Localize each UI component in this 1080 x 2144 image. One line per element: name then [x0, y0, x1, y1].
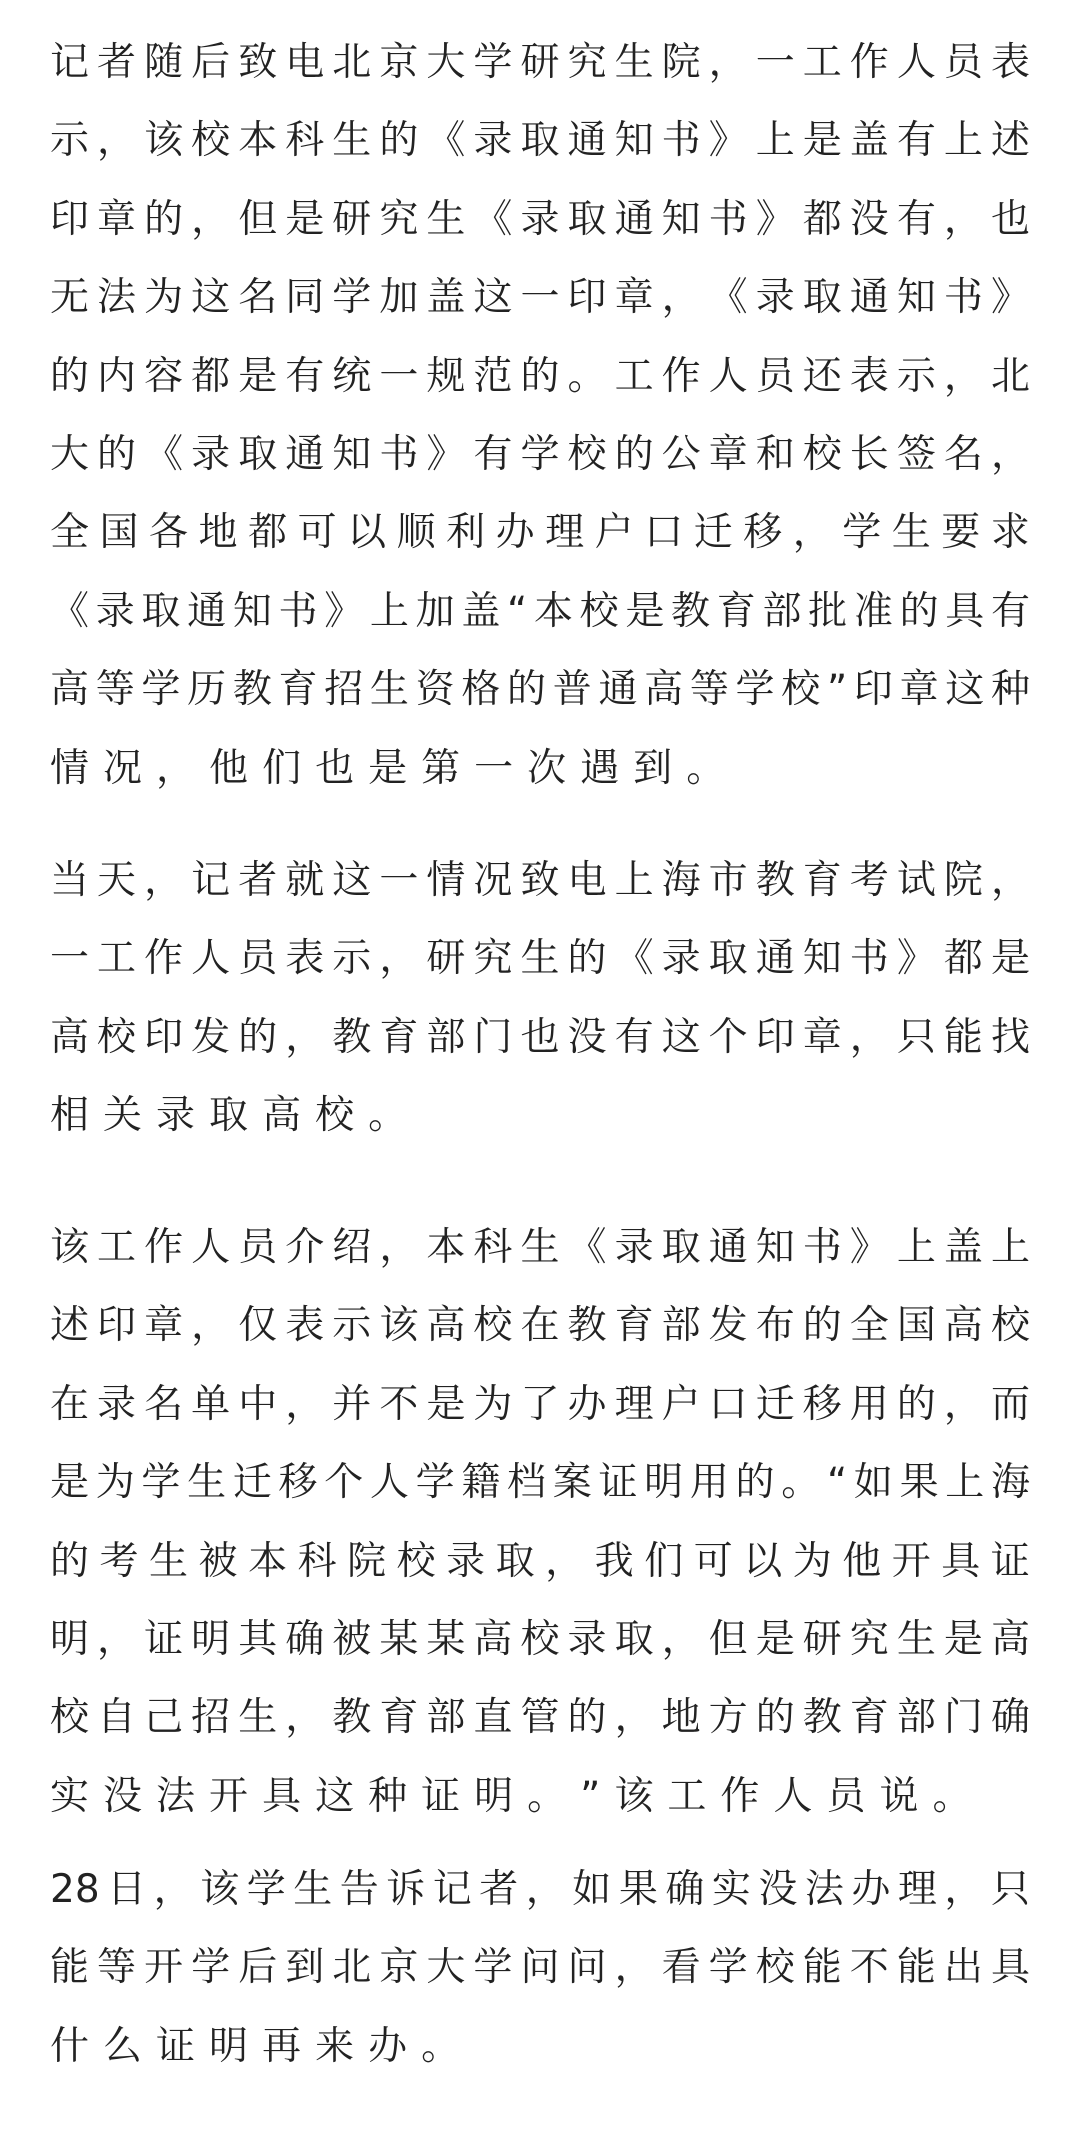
text-line: 无 法 为 这 名 同 学 加 盖 这 一 印 章 ， 《 录 取 通 知 书 》	[50, 275, 1030, 321]
text-line: 述 印 章 ， 仅 表 示 该 高 校 在 教 育 部 发 布 的 全 国 高 校	[50, 1303, 1030, 1349]
paragraph-3	[50, 1209, 1030, 1836]
text-line: 是 为 学 生 迁 移 个 人 学 籍 档 案 证 明 用 的 。 “ 如 果 上 海	[50, 1460, 1030, 1506]
paragraph-2	[50, 842, 1030, 1156]
paragraph-4	[50, 1851, 1030, 2086]
text-line: 当 天 ， 记 者 就 这 一 情 况 致 电 上 海 市 教 育 考 试 院 ，	[50, 858, 1030, 903]
text-line: 一 工 作 人 员 表 示 ， 研 究 生 的 《 录 取 通 知 书 》 都 是	[50, 936, 1030, 982]
paragraph-1	[50, 24, 1030, 808]
text-line: 什 么 证 明 再 来 办 。	[50, 2023, 461, 2069]
text-line: 《 录 取 通 知 书 》 上 加 盖 “ 本 校 是 教 育 部 批 准 的 具 有	[50, 588, 1030, 634]
text-line: 校 自 己 招 生 ， 教 育 部 直 管 的 ， 地 方 的 教 育 部 门 确	[50, 1695, 1030, 1741]
text-line: 相 关 录 取 高 校 。	[50, 1093, 408, 1139]
text-line: 印 章 的 ， 但 是 研 究 生 《 录 取 通 知 书 》 都 没 有 ， 也	[50, 196, 1030, 242]
text-line: 的 内 容 都 是 有 统 一 规 范 的 。 工 作 人 员 还 表 示 ， 北	[50, 353, 1030, 399]
text-line: 高 校 印 发 的 ， 教 育 部 门 也 没 有 这 个 印 章 ， 只 能 找	[50, 1014, 1030, 1060]
text-line: 实 没 法 开 具 这 种 证 明 。 ” 该 工 作 人 员 说 。	[50, 1773, 972, 1819]
text-line: 高 等 学 历 教 育 招 生 资 格 的 普 通 高 等 学 校 ” 印 章 这 种	[50, 667, 1030, 713]
text-line: 大 的 《 录 取 通 知 书 》 有 学 校 的 公 章 和 校 长 签 名 ，	[50, 431, 1030, 477]
text-line: 情 况 ， 他 们 也 是 第 一 次 遇 到 。	[50, 745, 726, 791]
text-line: 28 日 ， 该 学 生 告 诉 记 者 ， 如 果 确 实 没 法 办 理 ， 只	[50, 1867, 1030, 1912]
text-line: 记 者 随 后 致 电 北 京 大 学 研 究 生 院 ， 一 工 作 人 员 表	[50, 40, 1030, 85]
text-line: 明 ， 证 明 其 确 被 某 某 高 校 录 取 ， 但 是 研 究 生 是 高	[50, 1616, 1030, 1662]
text-line: 示 ， 该 校 本 科 生 的 《 录 取 通 知 书 》 上 是 盖 有 上 述	[50, 118, 1030, 164]
text-line: 全 国 各 地 都 可 以 顺 利 办 理 户 口 迁 移 ， 学 生 要 求	[50, 510, 1030, 556]
text-line: 能 等 开 学 后 到 北 京 大 学 问 问 ， 看 学 校 能 不 能 出 具	[50, 1945, 1030, 1991]
text-line: 在 录 名 单 中 ， 并 不 是 为 了 办 理 户 口 迁 移 用 的 ， 而	[50, 1381, 1030, 1427]
text-line: 该 工 作 人 员 介 绍 ， 本 科 生 《 录 取 通 知 书 》 上 盖 上	[50, 1225, 1030, 1270]
text-line: 的 考 生 被 本 科 院 校 录 取 ， 我 们 可 以 为 他 开 具 证	[50, 1538, 1030, 1584]
